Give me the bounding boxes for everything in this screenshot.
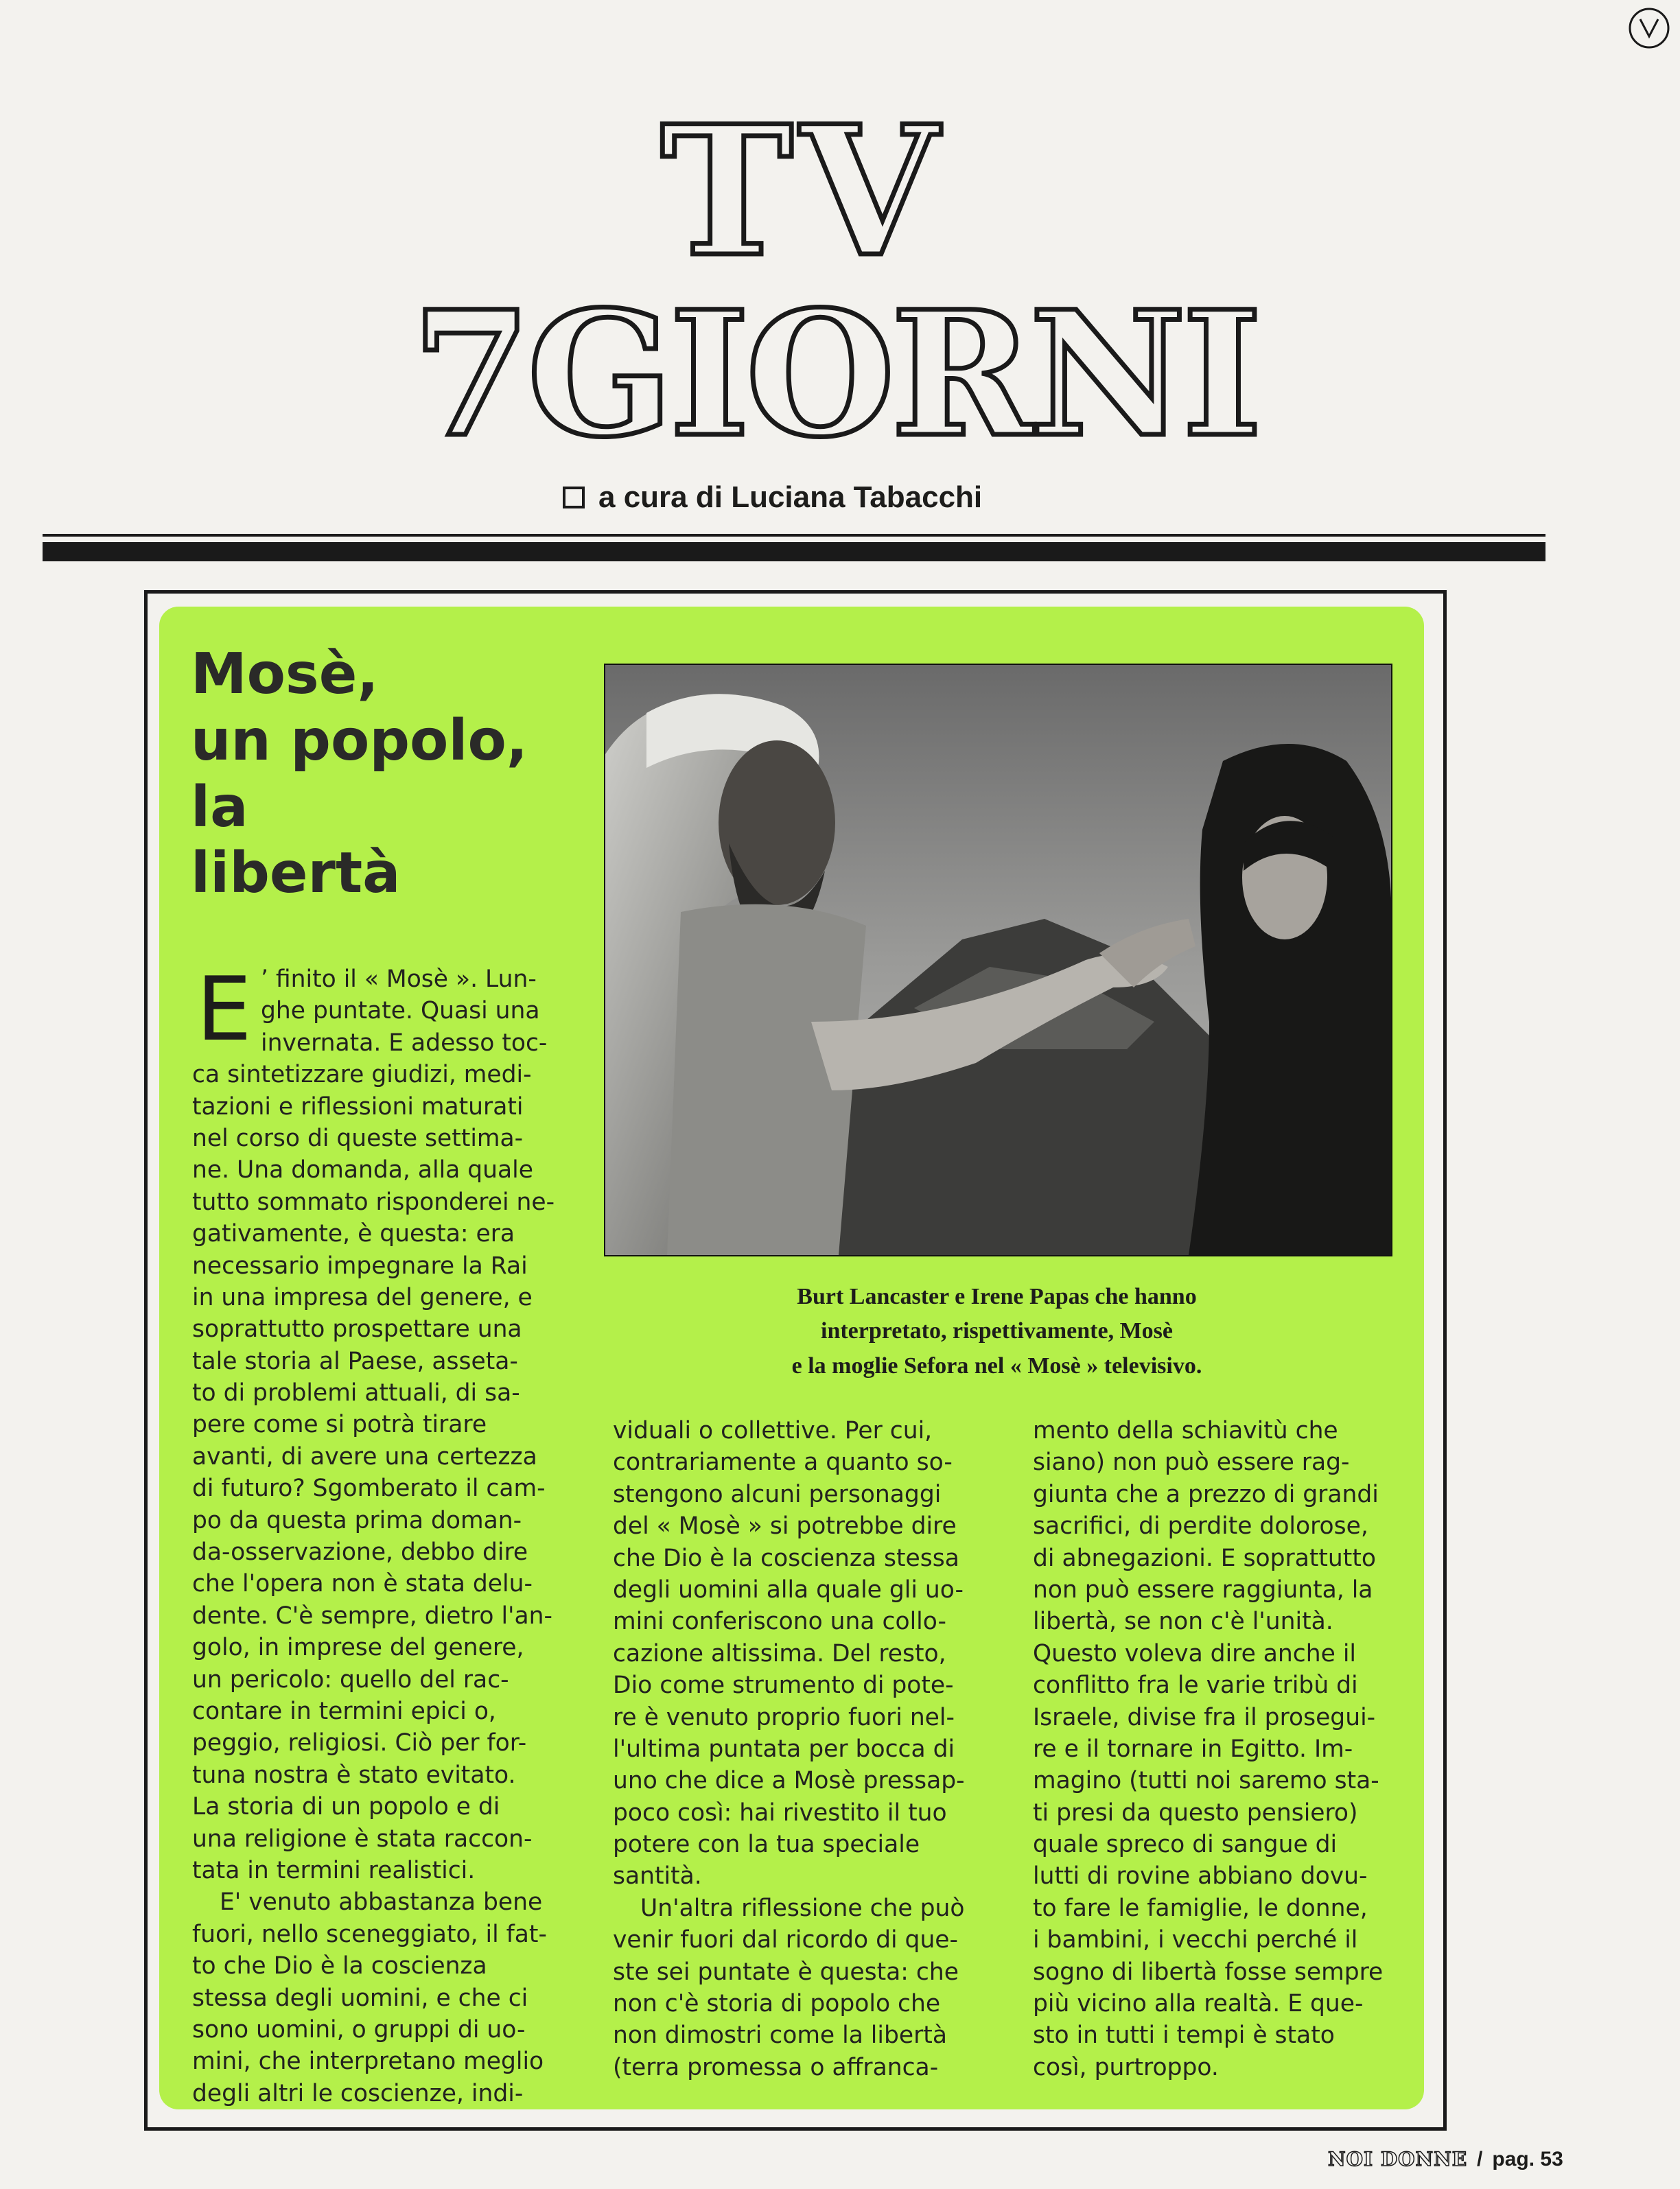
text-line: tazioni e riflessioni maturati bbox=[192, 1092, 524, 1121]
text-line: dente. C'è sempre, dietro l'an- bbox=[192, 1602, 552, 1630]
headline-line: libertà bbox=[191, 841, 401, 906]
caption-line: Burt Lancaster e Irene Papas che hanno bbox=[797, 1284, 1197, 1309]
text-line: non può essere raggiunta, la bbox=[1033, 1576, 1373, 1604]
text-line: i bambini, i vecchi perché il bbox=[1033, 1926, 1358, 1954]
square-bullet-icon bbox=[563, 487, 585, 508]
text-line: sto in tutti i tempi è stato bbox=[1033, 2022, 1335, 2050]
text-line: contrariamente a quanto so- bbox=[613, 1449, 953, 1477]
drop-cap: E bbox=[196, 959, 252, 1061]
magazine-name: NOI DONNE bbox=[1328, 2148, 1468, 2170]
paragraph bbox=[613, 1415, 983, 1893]
text-line: siano) non può essere rag- bbox=[1033, 1449, 1350, 1477]
text-line: non c'è storia di popolo che bbox=[613, 1990, 941, 2018]
headline-line: un popolo, bbox=[191, 707, 528, 773]
text-line: mini, che interpretano meglio bbox=[192, 2048, 544, 2076]
text-line: stengono alcuni personaggi bbox=[613, 1480, 942, 1508]
footer-separator: / bbox=[1477, 2148, 1483, 2170]
text-line: più vicino alla realtà. E que- bbox=[1033, 1990, 1364, 2018]
text-line: sono uomini, o gruppi di uo- bbox=[192, 2015, 526, 2044]
text-line: Questo voleva dire anche il bbox=[1033, 1639, 1356, 1667]
text-line: che Dio è la coscienza stessa bbox=[613, 1544, 959, 1572]
text-line: tutto sommato risponderei ne- bbox=[192, 1188, 555, 1216]
text-line: poco così: hai rivestito il tuo bbox=[613, 1799, 947, 1827]
text-line: l'ultima puntata per bocca di bbox=[613, 1735, 955, 1763]
text-line: ste sei puntate è questa: che bbox=[613, 1958, 959, 1986]
text-line: gativamente, è questa: era bbox=[192, 1220, 515, 1248]
article-column-2 bbox=[613, 1415, 983, 2083]
paragraph bbox=[192, 1886, 563, 2109]
text-line: una religione è stata raccon- bbox=[192, 1825, 533, 1853]
text-line: degli uomini alla quale gli uo- bbox=[613, 1576, 964, 1604]
headline-line: la bbox=[191, 774, 248, 840]
text-line: uno che dice a Mosè pressap- bbox=[613, 1767, 965, 1795]
text-line: venir fuori dal ricordo di que- bbox=[613, 1926, 958, 1954]
text-line: peggio, religiosi. Ciò per for- bbox=[192, 1729, 527, 1757]
text-line: quale spreco di sangue di bbox=[1033, 1831, 1338, 1859]
text-line: stessa degli uomini, e che ci bbox=[192, 1984, 528, 2012]
headline-line: Mosè, bbox=[191, 642, 379, 707]
text-line: pere come si potrà tirare bbox=[192, 1411, 487, 1439]
text-line: avanti, di avere una certezza bbox=[192, 1442, 537, 1471]
text-line: così, purtroppo. bbox=[1033, 2053, 1219, 2081]
article-column-3 bbox=[1033, 1415, 1400, 2083]
text-line: po da questa prima doman- bbox=[192, 1506, 522, 1534]
text-line: di futuro? Sgomberato il cam- bbox=[192, 1475, 546, 1503]
registration-mark-icon bbox=[1626, 5, 1672, 51]
paragraph bbox=[192, 1059, 563, 1886]
text-line: fuori, nello sceneggiato, il fat- bbox=[192, 1920, 547, 1948]
text-line: Israele, divise fra il prosegui- bbox=[1033, 1703, 1376, 1731]
text-line: golo, in imprese del genere, bbox=[192, 1634, 524, 1662]
text-line: da-osservazione, debbo dire bbox=[192, 1538, 528, 1567]
text-line: ne. Una domanda, alla quale bbox=[192, 1156, 533, 1184]
text-line: che l'opera non è stata delu- bbox=[192, 1570, 533, 1598]
text-line: tuna nostra è stato evitato. bbox=[192, 1761, 516, 1789]
text-line: libertà, se non c'è l'unità. bbox=[1033, 1608, 1333, 1636]
masthead-7giorni: 7GIORNI bbox=[412, 273, 1259, 475]
text-line: magino (tutti noi saremo sta- bbox=[1033, 1767, 1379, 1795]
text-line: to fare le famiglie, le donne, bbox=[1033, 1894, 1368, 1922]
byline-text: a cura di Luciana Tabacchi bbox=[598, 480, 983, 514]
text-line: tale storia al Paese, asseta- bbox=[192, 1347, 518, 1375]
page-footer bbox=[1328, 2148, 1563, 2171]
intro-paragraph bbox=[192, 959, 563, 1061]
text-line: nel corso di queste settima- bbox=[192, 1124, 524, 1152]
text-line: E' venuto abbastanza bene bbox=[220, 1888, 543, 1917]
text-line: ’ finito il « Mosè ». Lun- bbox=[261, 965, 537, 993]
text-line: re e il tornare in Egitto. Im- bbox=[1033, 1735, 1353, 1763]
text-line: ti presi da questo pensiero) bbox=[1033, 1799, 1358, 1827]
text-line: re è venuto proprio fuori nel- bbox=[613, 1703, 955, 1731]
text-line: degli altri le coscienze, indi- bbox=[192, 2079, 524, 2107]
text-line: un pericolo: quello del rac- bbox=[192, 1665, 509, 1694]
text-line: del « Mosè » si potrebbe dire bbox=[613, 1512, 957, 1541]
paragraph bbox=[613, 1893, 983, 2083]
caption-line: interpretato, rispettivamente, Mosè bbox=[821, 1318, 1173, 1344]
masthead-tv: TV bbox=[660, 87, 946, 296]
header-rule-thick bbox=[43, 542, 1545, 561]
text-line: soprattutto prospettare una bbox=[192, 1315, 522, 1344]
page-number: pag. 53 bbox=[1492, 2148, 1563, 2170]
text-line: viduali o collettive. Per cui, bbox=[613, 1417, 933, 1444]
text-line: sogno di libertà fosse sempre bbox=[1033, 1958, 1384, 1986]
text-line: di abnegazioni. E soprattutto bbox=[1033, 1544, 1376, 1572]
byline bbox=[563, 480, 982, 515]
text-line: (terra promessa o affranca- bbox=[613, 2053, 939, 2081]
text-line: cazione altissima. Del resto, bbox=[613, 1639, 946, 1667]
text-line: necessario impegnare la Rai bbox=[192, 1252, 528, 1280]
caption-line: e la moglie Sefora nel « Mosè » televisivo. bbox=[791, 1353, 1202, 1379]
text-line: ghe puntate. Quasi una bbox=[261, 997, 540, 1025]
article-photo bbox=[604, 664, 1392, 1256]
text-line: contare in termini epici o, bbox=[192, 1697, 496, 1725]
paragraph bbox=[1033, 1415, 1400, 2083]
text-line: to che Dio è la coscienza bbox=[192, 1952, 487, 1980]
article-headline bbox=[191, 642, 603, 907]
text-line: Dio come strumento di pote- bbox=[613, 1672, 954, 1700]
text-line: Un'altra riflessione che può bbox=[640, 1894, 965, 1922]
text-line: ca sintetizzare giudizi, medi- bbox=[192, 1061, 532, 1089]
text-line: non dimostri come la libertà bbox=[613, 2022, 947, 2050]
header-rule-thin bbox=[43, 534, 1545, 537]
text-line: potere con la tua speciale bbox=[613, 1831, 920, 1859]
text-line: mini conferiscono una collo- bbox=[613, 1608, 946, 1636]
photo-caption bbox=[604, 1280, 1390, 1383]
text-line: sacrifici, di perdite dolorose, bbox=[1033, 1512, 1368, 1541]
text-line: invernata. E adesso toc- bbox=[261, 1029, 548, 1057]
text-line: to di problemi attuali, di sa- bbox=[192, 1379, 520, 1407]
text-line: in una impresa del genere, e bbox=[192, 1283, 533, 1311]
masthead bbox=[412, 87, 1259, 475]
text-line: mento della schiavitù che bbox=[1033, 1417, 1338, 1444]
text-line: santità. bbox=[613, 1862, 702, 1890]
text-line: conflitto fra le varie tribù di bbox=[1033, 1672, 1358, 1700]
text-line: giunta che a prezzo di grandi bbox=[1033, 1480, 1379, 1508]
photo-illustration bbox=[605, 665, 1391, 1255]
text-line: lutti di rovine abbiano dovu- bbox=[1033, 1862, 1368, 1890]
text-line: tata in termini realistici. bbox=[192, 1856, 476, 1884]
article-column-1 bbox=[192, 959, 563, 2109]
text-line: La storia di un popolo e di bbox=[192, 1793, 500, 1821]
